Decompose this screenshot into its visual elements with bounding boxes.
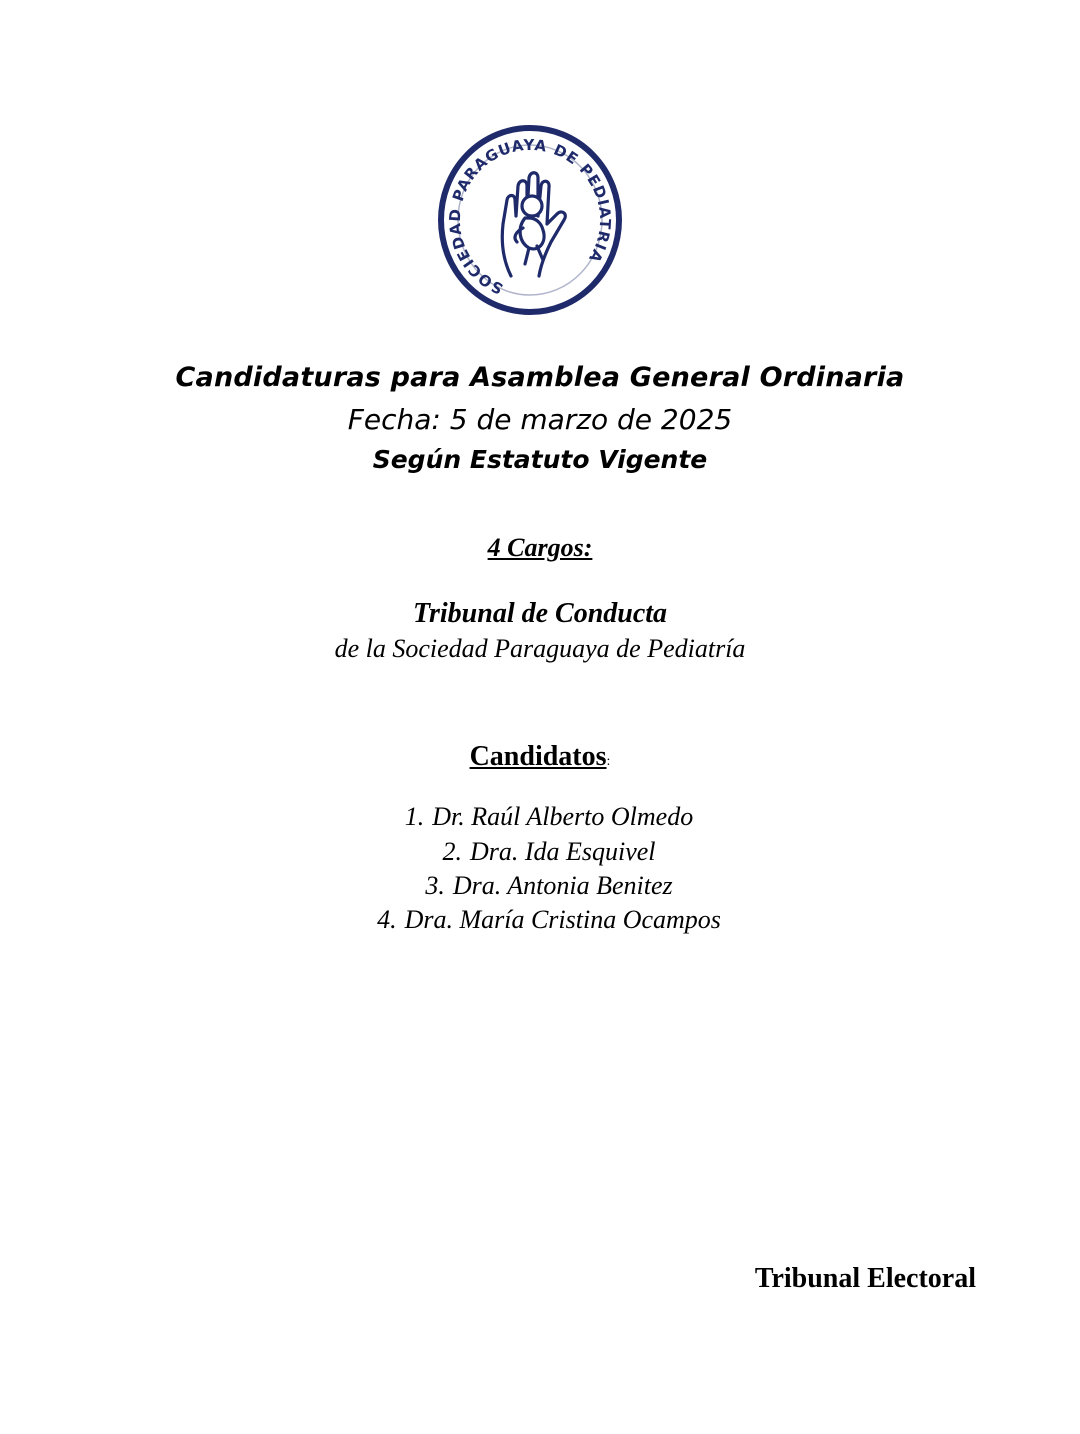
list-item-number: 4. [377,905,397,934]
signature: Tribunal Electoral [754,1263,976,1294]
positions-count: 4 Cargos: [487,533,593,562]
document-title: Candidaturas para Asamblea General Ordinaria [175,362,905,393]
list-item [0,871,1080,901]
logo-ring-text: SOCIEDAD PARAGUAYA DE PEDIATRIA [445,135,615,298]
candidate-name: Dra. Ida Esquivel [469,837,656,866]
candidates-heading [0,741,1080,773]
list-item-number: 3. [425,871,445,900]
list-item [0,837,1080,867]
statute-note: Según Estatuto Vigente [372,445,708,474]
candidate-name: Dra. María Cristina Ocampos [404,905,721,934]
list-item [0,802,1080,832]
society-logo [437,124,623,316]
candidates-heading-label: Candidatos [469,741,607,772]
candidates-heading-colon: : [606,754,611,769]
body-subtitle: de la Sociedad Paraguaya de Pediatría [334,634,746,663]
list-item [0,905,1080,935]
list-item-number: 2. [442,837,462,866]
candidate-name: Dr. Raúl Alberto Olmedo [432,802,694,831]
body-name: Tribunal de Conducta [412,598,668,629]
candidate-name: Dra. Antonia Benitez [452,871,673,900]
list-item-number: 1. [404,802,425,831]
assembly-date: Fecha: 5 de marzo de 2025 [347,403,733,436]
